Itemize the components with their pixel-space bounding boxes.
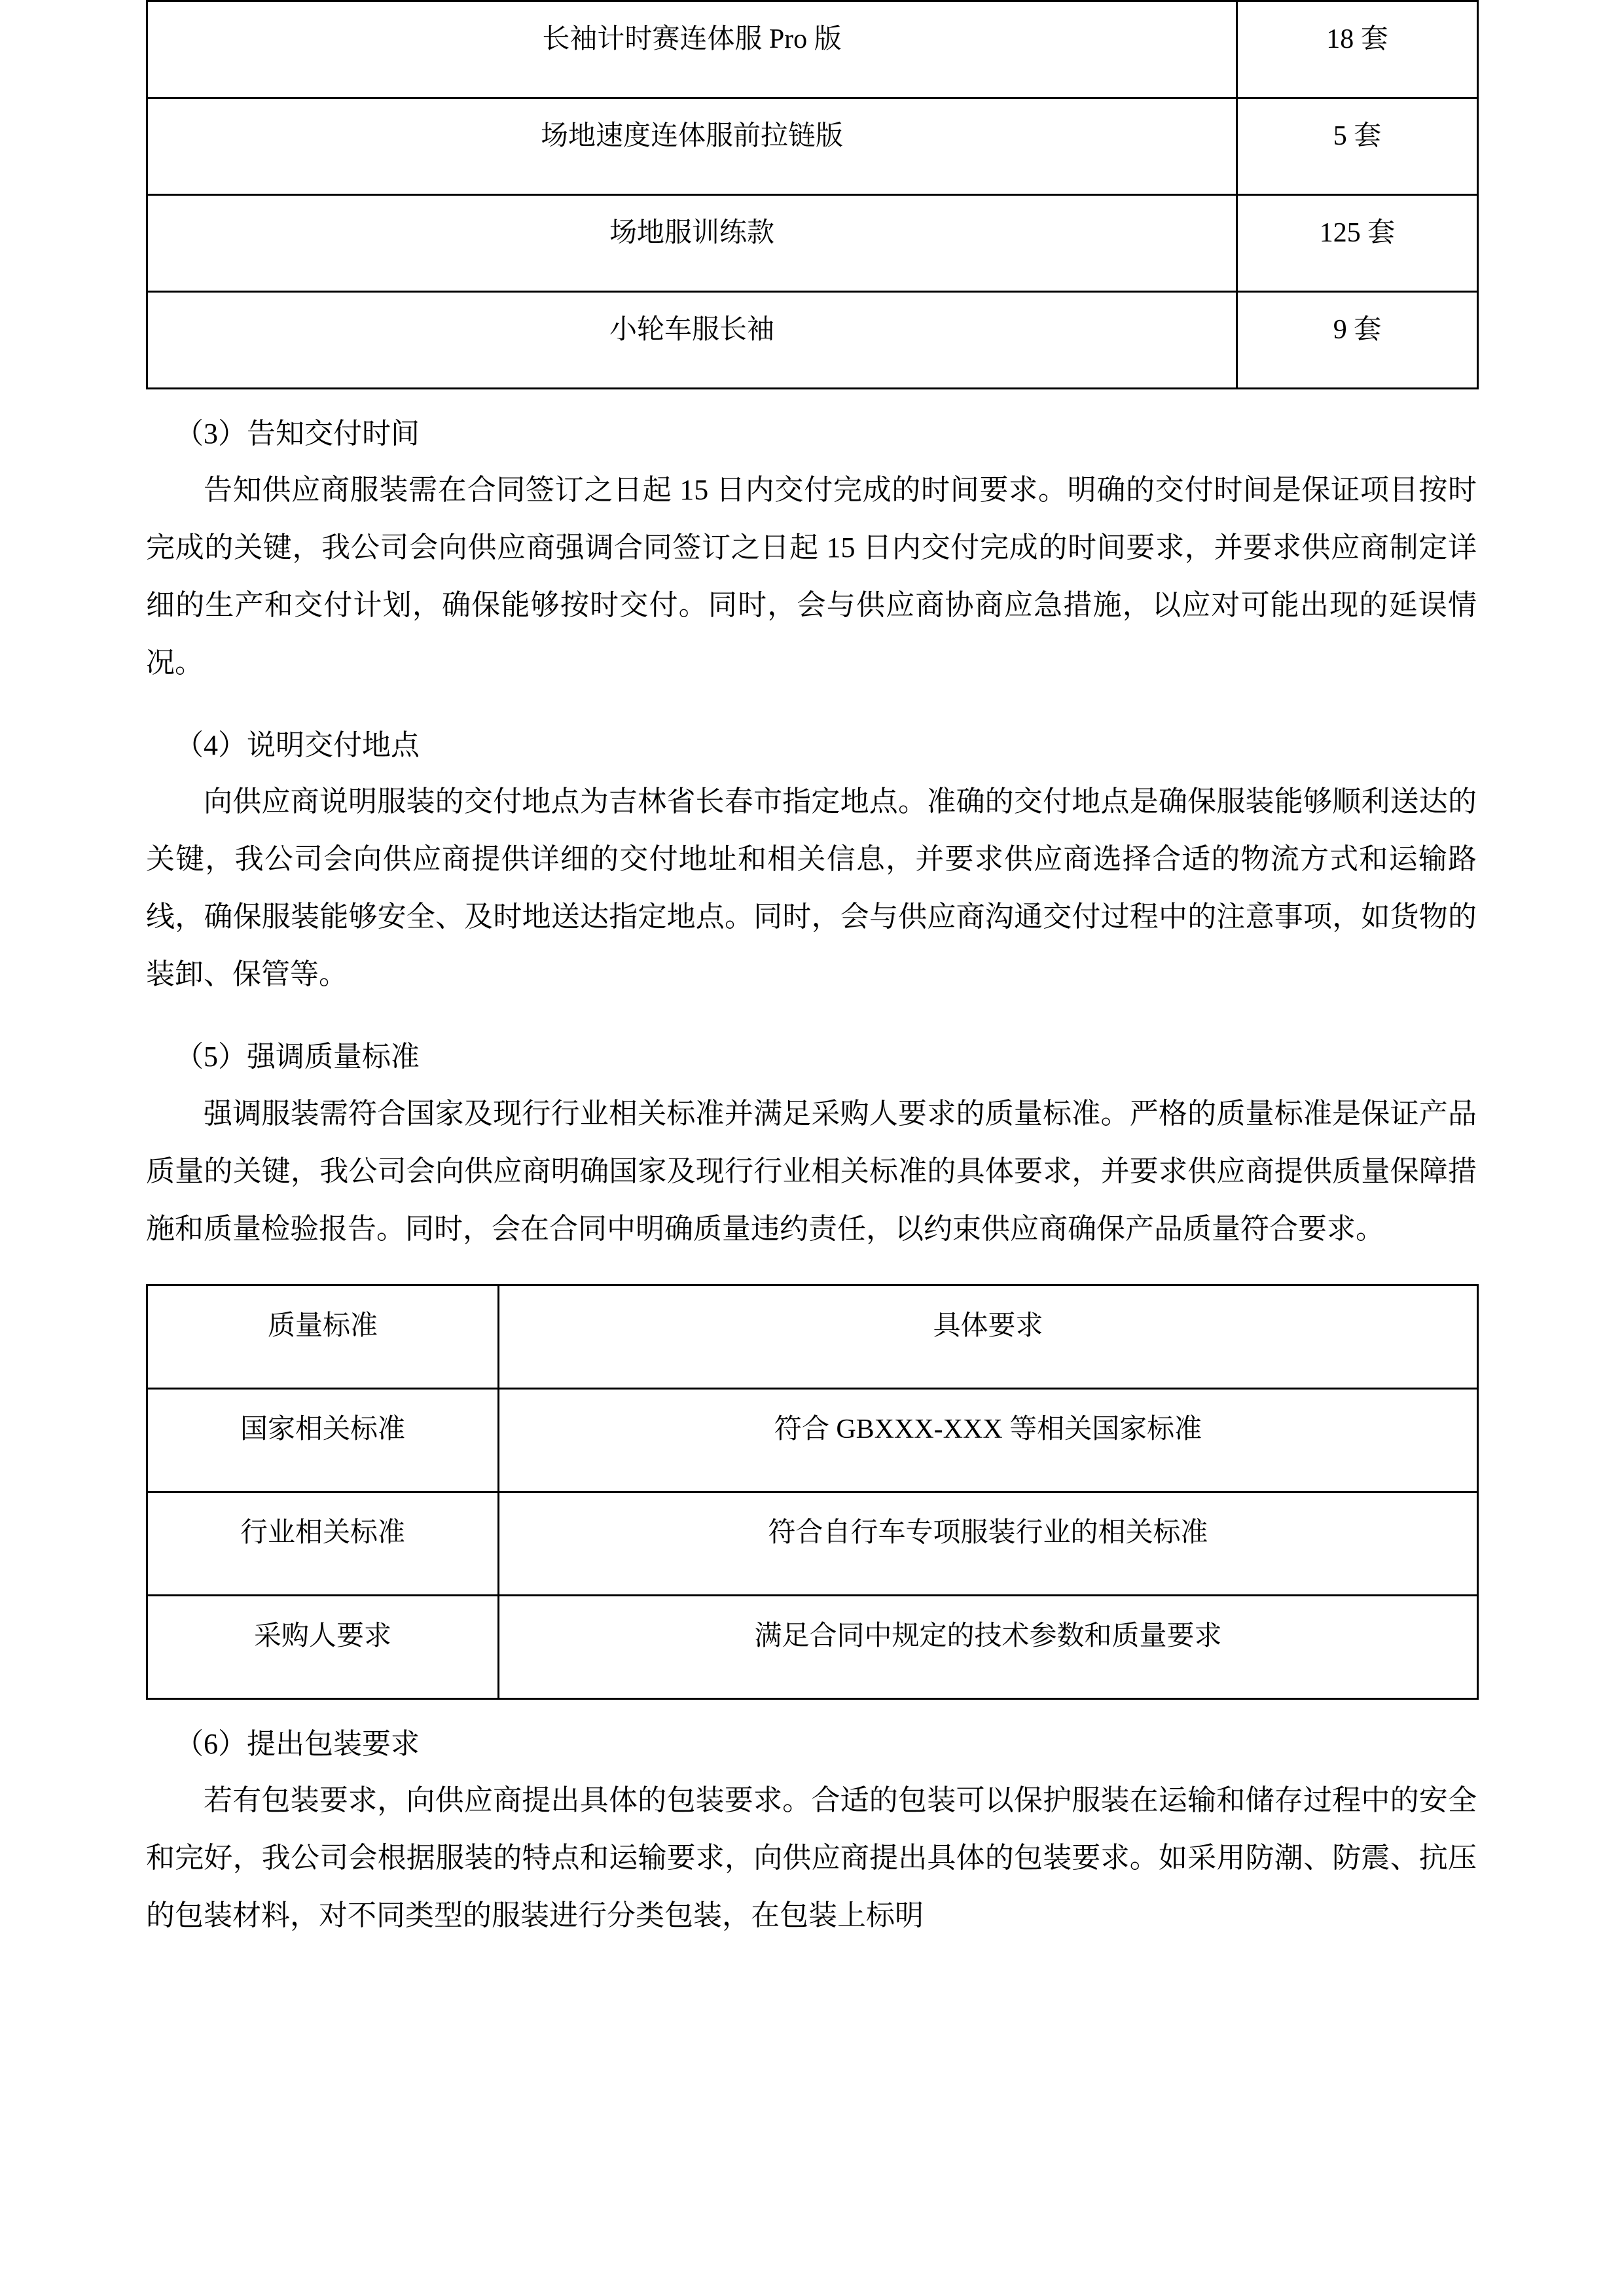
section-body-6: 若有包装要求，向供应商提出具体的包装要求。合适的包装可以保护服装在运输和储存过程中的安全和完好，我公司会根据服装的特点和运输要求，向供应商提出具体的包装要求。如采用防潮、防震、抗压的包装材料，对不同类型的服装进行分类包装，在包装上标明	[146, 1784, 1477, 1931]
item-quantity-cell: 125 套	[1237, 195, 1478, 292]
standard-name-cell: 国家相关标准	[147, 1388, 499, 1492]
column-header-requirement: 具体要求	[499, 1285, 1478, 1388]
section-heading-5: （5）强调质量标准	[175, 1041, 420, 1073]
spacer	[146, 692, 1477, 709]
standard-requirement-cell: 符合自行车专项服装行业的相关标准	[499, 1492, 1478, 1595]
clothing-quantity-table	[146, 0, 1479, 389]
page-content	[146, 0, 1477, 1945]
table-row	[147, 292, 1478, 389]
table-row	[147, 195, 1478, 292]
column-header-standard: 质量标准	[147, 1285, 499, 1388]
section-body-3: 告知供应商服装需在合同签订之日起 15 日内交付完成的时间要求。明确的交付时间是保证项目按时完成的关键，我公司会向供应商强调合同签订之日起 15 日内交付完成的时间要求，并要求供应商制定详细的生产和交付计划，确保能够按时交付。同时，会与供应商协商应急措施，以应对可能出现的延误情况。	[146, 474, 1477, 679]
spacer	[146, 389, 1477, 397]
spacer	[146, 1700, 1477, 1708]
table-header-row	[147, 1285, 1478, 1388]
quality-standards-table	[146, 1284, 1479, 1700]
table-row	[147, 1595, 1478, 1698]
table-row	[147, 1, 1478, 98]
standard-name-cell: 行业相关标准	[147, 1492, 499, 1595]
item-name-cell: 场地速度连体服前拉链版	[147, 98, 1237, 195]
item-name-cell: 场地服训练款	[147, 195, 1237, 292]
standard-name-cell: 采购人要求	[147, 1595, 499, 1698]
standard-requirement-cell: 符合 GBXXX-XXX 等相关国家标准	[499, 1388, 1478, 1492]
section-heading-4: （4）说明交付地点	[175, 729, 420, 762]
section-body-4: 向供应商说明服装的交付地点为吉林省长春市指定地点。准确的交付地点是确保服装能够顺利送达的关键，我公司会向供应商提供详细的交付地址和相关信息，并要求供应商选择合适的物流方式和运输路线，确保服装能够安全、及时地送达指定地点。同时，会与供应商沟通交付过程中的注意事项，如货物的装卸、保管等。	[146, 785, 1477, 991]
item-name-cell: 长袖计时赛连体服 Pro 版	[147, 1, 1237, 98]
section-heading-3: （3）告知交付时间	[175, 418, 420, 450]
section-body-5: 强调服装需符合国家及现行行业相关标准并满足采购人要求的质量标准。严格的质量标准是保证产品质量的关键，我公司会向供应商明确国家及现行行业相关标准的具体要求，并要求供应商提供质量保障措施和质量检验报告。同时，会在合同中明确质量违约责任，以约束供应商确保产品质量符合要求。	[146, 1097, 1477, 1245]
item-quantity-cell: 9 套	[1237, 292, 1478, 389]
spacer	[146, 1258, 1477, 1284]
standard-requirement-cell: 满足合同中规定的技术参数和质量要求	[499, 1595, 1478, 1698]
spacer	[146, 1003, 1477, 1020]
table-row	[147, 1388, 1478, 1492]
table-row	[147, 1492, 1478, 1595]
table-row	[147, 98, 1478, 195]
item-name-cell: 小轮车服长袖	[147, 292, 1237, 389]
item-quantity-cell: 18 套	[1237, 1, 1478, 98]
item-quantity-cell: 5 套	[1237, 98, 1478, 195]
section-heading-6: （6）提出包装要求	[175, 1727, 420, 1760]
